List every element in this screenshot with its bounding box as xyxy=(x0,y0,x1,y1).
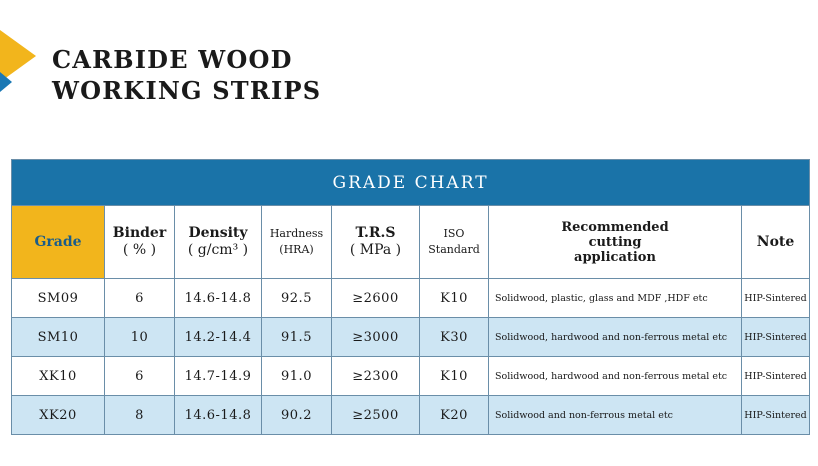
cell-density: 14.2-14.4 xyxy=(175,318,262,357)
cell-trs: ≥3000 xyxy=(332,318,420,357)
header-row xyxy=(12,206,810,279)
table-row xyxy=(12,279,810,318)
header-hardness: Hardness (HRA) xyxy=(262,206,332,279)
cell-application: Solidwood, plastic, glass and MDF ,HDF etc xyxy=(489,279,742,318)
page-title-line-1: CARBIDE WOOD xyxy=(52,45,293,74)
cell-note: HIP-Sintered xyxy=(742,318,810,357)
cell-density: 14.6-14.8 xyxy=(175,396,262,435)
cell-hardness: 90.2 xyxy=(262,396,332,435)
cell-binder: 6 xyxy=(105,357,175,396)
cell-iso: K20 xyxy=(420,396,489,435)
cell-note: HIP-Sintered xyxy=(742,279,810,318)
header-recommended-application: Recommended cutting application xyxy=(489,206,742,279)
cell-trs: ≥2500 xyxy=(332,396,420,435)
blue-triangle-decoration xyxy=(0,72,12,92)
cell-note: HIP-Sintered xyxy=(742,357,810,396)
header-binder: Binder ( % ) xyxy=(105,206,175,279)
grade-chart-table xyxy=(11,159,810,435)
header-iso: ISO Standard xyxy=(420,206,489,279)
page-title-line-2: WORKING STRIPS xyxy=(52,76,322,105)
cell-grade: SM09 xyxy=(12,279,105,318)
cell-binder: 6 xyxy=(105,279,175,318)
header-trs: T.R.S ( MPa ) xyxy=(332,206,420,279)
cell-application: Solidwood, hardwood and non-ferrous metal etc xyxy=(489,357,742,396)
page-title xyxy=(52,44,321,106)
cell-grade: SM10 xyxy=(12,318,105,357)
header-grade: Grade xyxy=(12,206,105,279)
cell-density: 14.6-14.8 xyxy=(175,279,262,318)
cell-trs: ≥2300 xyxy=(332,357,420,396)
cell-application: Solidwood and non-ferrous metal etc xyxy=(489,396,742,435)
grade-chart-title: GRADE CHART xyxy=(12,160,810,206)
cell-binder: 8 xyxy=(105,396,175,435)
header-density: Density ( g/cm³ ) xyxy=(175,206,262,279)
cell-hardness: 91.5 xyxy=(262,318,332,357)
table-row xyxy=(12,318,810,357)
cell-grade: XK20 xyxy=(12,396,105,435)
cell-iso: K30 xyxy=(420,318,489,357)
cell-hardness: 92.5 xyxy=(262,279,332,318)
table-row xyxy=(12,396,810,435)
cell-grade: XK10 xyxy=(12,357,105,396)
cell-density: 14.7-14.9 xyxy=(175,357,262,396)
header-note: Note xyxy=(742,206,810,279)
table-row xyxy=(12,357,810,396)
cell-binder: 10 xyxy=(105,318,175,357)
cell-iso: K10 xyxy=(420,279,489,318)
cell-trs: ≥2600 xyxy=(332,279,420,318)
cell-iso: K10 xyxy=(420,357,489,396)
cell-application: Solidwood, hardwood and non-ferrous metal etc xyxy=(489,318,742,357)
cell-note: HIP-Sintered xyxy=(742,396,810,435)
cell-hardness: 91.0 xyxy=(262,357,332,396)
